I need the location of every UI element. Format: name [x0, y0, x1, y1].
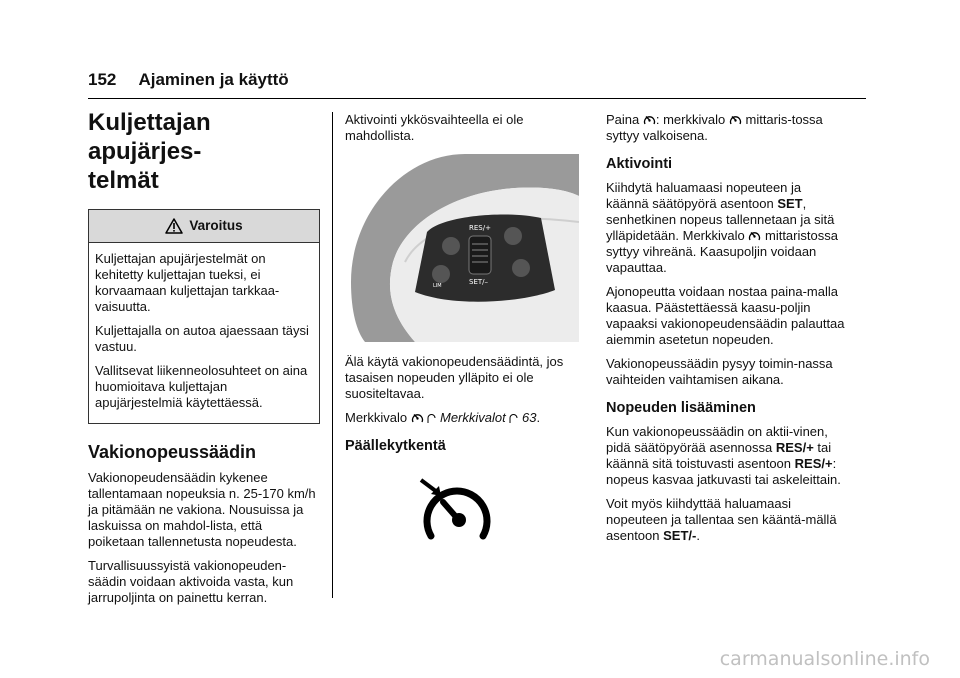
paragraph: Vakionopeussäädin pysyy toimin-nassa vaihteiden vaihtamisen aikana. — [606, 356, 833, 387]
section-heading-cruise: Vakionopeussäädin — [88, 442, 257, 462]
cruise-button-icon — [643, 113, 656, 126]
page-number: 152 — [88, 70, 117, 89]
indicator-reference: Merkkivalo Merkkivalot 63. — [345, 410, 541, 425]
lim-label: LIM — [433, 283, 442, 289]
page-title: Kuljettajan apujärjes- telmät — [88, 109, 211, 194]
column-2 — [345, 112, 580, 548]
paragraph: Kun vakionopeussäädin on aktii-vinen, pidä säätöpyörää asennossa RES/+ tai käännä sitä toistuvasti asentoon RES/+: nopeus kasvaa jatkuvasti tai askeleittain. — [606, 424, 841, 487]
paragraph: Paina : merkkivalo mittaris-tossa syttyy valkoisena. — [606, 112, 823, 143]
warning-triangle-icon — [165, 218, 183, 234]
cruise-control-symbol-icon — [417, 476, 497, 548]
paragraph: Turvallisuussyistä vakionopeuden-säädin voidaan aktivoida vasta, kun jarrupoljinta on painettu kerran. — [88, 558, 294, 605]
warning-text-3: Vallitsevat liikenneolosuhteet on aina huomioitava kuljettajan apujärjestelmiä käytettäessä. — [95, 363, 308, 410]
page-header — [88, 70, 289, 90]
header-rule — [88, 98, 866, 99]
warning-text-1: Kuljettajan apujärjestelmät on kehitetty kuljettajan tueksi, ei korvaamaan kuljettajan tarkkaa-vaisuutta. — [95, 251, 280, 314]
page-reference[interactable]: 63 — [522, 410, 537, 425]
column-3 — [606, 112, 846, 552]
paragraph: Kiihdytä haluamaasi nopeuteen ja käännä säätöpyörä asentoon SET, senhetkinen nopeus tallennetaan ja sitä ylläpidetään. Merkkivalo mittaristossa syttyy vihreänä. Kaasupoljin voidaan vapauttaa. — [606, 180, 838, 275]
paragraph: Vakionopeudensäädin kykenee tallentamaan nopeuksia n. 25-170 km/h ja pitämään ne vakiona. Nousuissa ja laskuissa on mahdol-lista, että poiketaan tallennetusta nopeudesta. — [88, 470, 316, 549]
paragraph: Voit myös kiihdyttää haluamaasi nopeuteen ja tallentaa sen kääntä-mällä asentoon SET/-. — [606, 496, 837, 543]
paragraph: Älä käytä vakionopeudensäädintä, jos tasaisen nopeuden ylläpito ei ole suositeltavaa. — [345, 354, 564, 401]
set-minus-label: SET/– — [469, 278, 489, 286]
warning-header — [89, 210, 319, 243]
res-plus-label: RES/+ — [469, 224, 491, 232]
warning-text-2: Kuljettajalla on autoa ajaessaan täysi vastuu. — [95, 323, 309, 354]
section-title: Ajaminen ja käyttö — [138, 70, 289, 89]
column-1 — [88, 108, 320, 614]
paragraph: Aktivointi ykkösvaihteella ei ole mahdollista. — [345, 112, 524, 143]
cruise-indicator-icon — [729, 113, 742, 126]
warning-title: Varoitus — [189, 218, 243, 233]
column-divider — [332, 112, 333, 598]
cruise-indicator-icon — [411, 411, 424, 424]
watermark: carmanualsonline.info — [719, 648, 930, 670]
cross-reference-link[interactable]: Merkkivalot — [440, 410, 506, 425]
page-ref-arrow-icon — [509, 412, 518, 424]
warning-box — [88, 209, 320, 424]
cruise-indicator-icon — [748, 229, 761, 242]
page-ref-arrow-icon — [427, 412, 436, 424]
steering-wheel-controls-illustration — [345, 152, 579, 342]
subheading-switch-on: Päällekytkentä — [345, 438, 446, 454]
subheading-activation: Aktivointi — [606, 156, 673, 172]
subheading-increase-speed: Nopeuden lisääminen — [606, 400, 756, 416]
paragraph: Ajonopeutta voidaan nostaa paina-malla kaasua. Päästettäessä kaasu-poljin vapaaksi vakionopeudensäädin palauttaa aiemmin asetetun nopeuden. — [606, 284, 845, 347]
